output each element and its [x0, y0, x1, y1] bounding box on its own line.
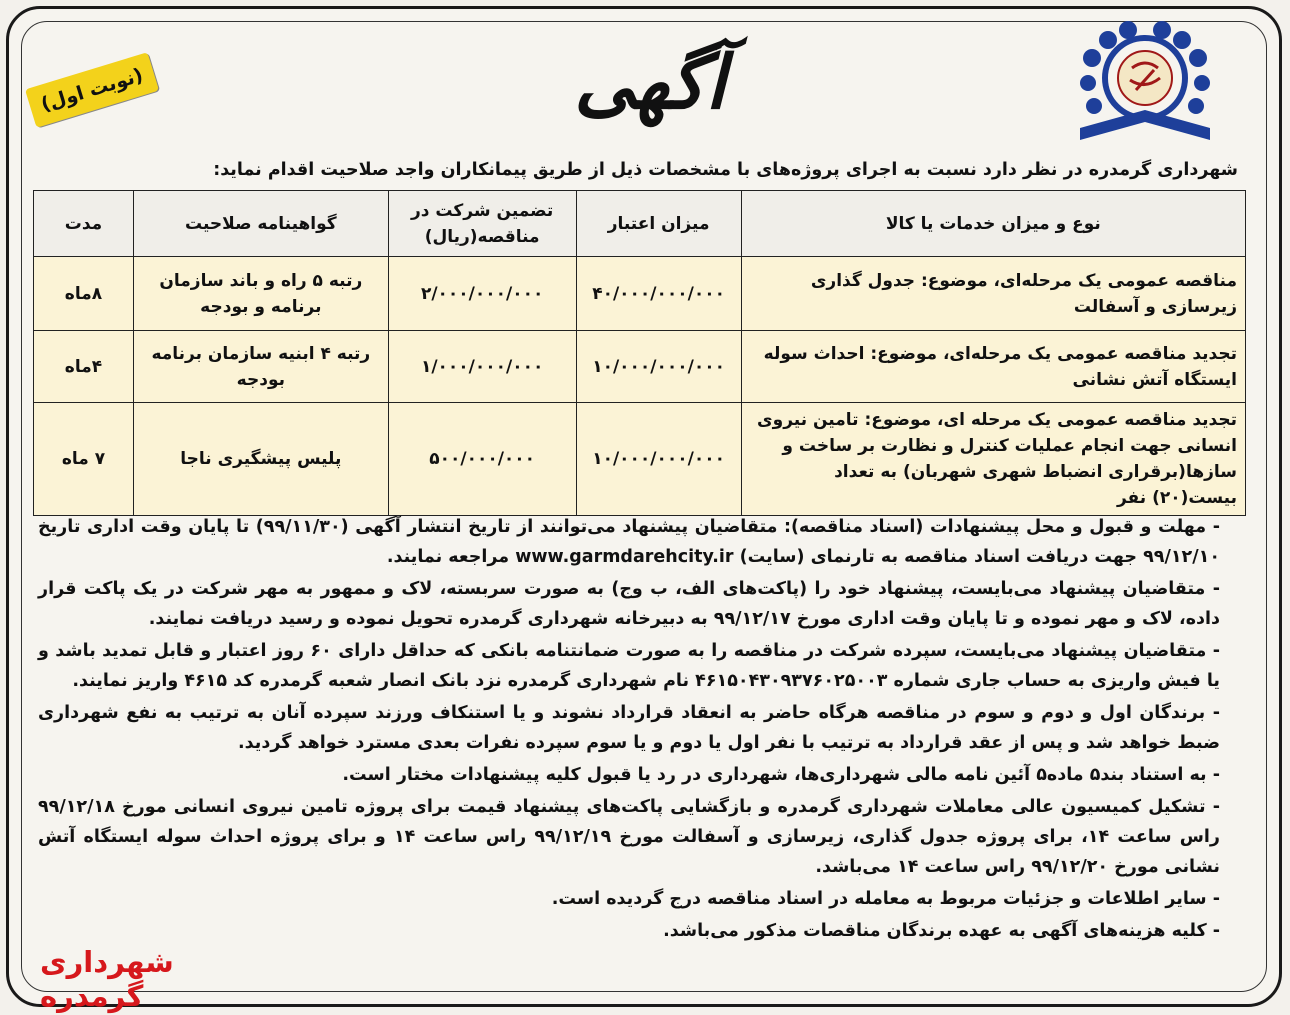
- header-certificate: گواهینامه صلاحیت: [133, 191, 388, 257]
- cell-duration: ۷ ماه: [34, 403, 134, 516]
- cell-type: مناقصه عمومی یک مرحله‌ای، موضوع: جدول گذاری زیرسازی و آسفالت: [741, 257, 1245, 331]
- signature: شهرداری گرمدره: [40, 945, 174, 1013]
- term-deposit: - متقاضیان پیشنهاد می‌بایست، سپرده شرکت در مناقصه را به صورت ضمانتنامه بانکی که حداقل دارای ۶۰ روز اعتبار و قابل تمدید باشد و یا فیش واریزی به حساب جاری شماره ۴۶۱۵۰۴۳۰۹۳۷۶۰۲۵۰۰۳ نام شهرداری گرمدره نزد بانک انصار شعبه گرمدره کد ۴۶۱۵ واریز نمایند.: [38, 641, 1220, 691]
- term-envelopes: - متقاضیان پیشنهاد می‌بایست، پیشنهاد خود را (پاکت‌های الف، ب وج) به صورت سربسته، لاک و ممهور به مهر شرکت در یک پاکت قرار داده، لاک و مهر نموده و تا پایان وقت اداری مورخ ۹۹/۱۲/۱۷ به دبیرخانه شهرداری گرمدره تحویل نموده و رسید دریافت نمایند.: [38, 579, 1220, 629]
- table-row: [34, 257, 1246, 331]
- cell-budget: ۱۰/۰۰۰/۰۰۰/۰۰۰: [576, 331, 741, 403]
- term-deadline: - مهلت و قبول و محل پیشنهادات (اسناد مناقصه): متقاضیان پیشنهاد می‌توانند از تاریخ انتشار آگهی (۹۹/۱۱/۳۰) تا پایان وقت اداری تاریخ ۹۹/۱۲/۱۰ جهت دریافت اسناد مناقصه به تارنمای (سایت) www.garmdarehcity.ir مراجعه نمایند.: [38, 517, 1220, 567]
- cell-guarantee: ۲/۰۰۰/۰۰۰/۰۰۰: [388, 257, 576, 331]
- cell-certificate: رتبه ۴ ابنیه سازمان برنامه بودجه: [133, 331, 388, 403]
- ad-title: آگهی: [574, 40, 726, 126]
- header-guarantee: تضمین شرکت در مناقصه(ریال): [388, 191, 576, 257]
- table-row: [34, 331, 1246, 403]
- round-badge: (نوبت اول): [25, 52, 159, 128]
- term-other-info: - سایر اطلاعات و جزئیات مربوط به معامله در اسناد مناقصه درج گردیده است.: [551, 889, 1220, 909]
- cell-guarantee: ۵۰۰/۰۰۰/۰۰۰: [388, 403, 576, 516]
- table-header-row: [34, 191, 1246, 257]
- term-commission: - تشکیل کمیسیون عالی معاملات شهرداری گرمدره و بازگشایی پاکت‌های پیشنهاد قیمت برای پروژه تامین نیروی انسانی مورخ ۹۹/۱۲/۱۸ راس ساعت ۱۴، برای پروژه جدول گذاری، زیرسازی و آسفالت مورخ ۹۹/۱۲/۱۹ راس ساعت ۱۴ و برای پروژه احداث سوله ایستگاه آتش نشانی مورخ ۹۹/۱۲/۲۰ راس ساعت ۱۴ می‌باشد.: [38, 797, 1220, 877]
- table-row: [34, 403, 1246, 516]
- header-duration: مدت: [34, 191, 134, 257]
- header-budget: میزان اعتبار: [576, 191, 741, 257]
- term-rejection: - به استناد بند۵ ماده۵ آئین نامه مالی شهرداری‌ها، شهرداری در رد یا قبول کلیه پیشنهادات مختار است.: [342, 765, 1220, 785]
- tender-table: [33, 190, 1246, 516]
- cell-duration: ۸ماه: [34, 257, 134, 331]
- cell-guarantee: ۱/۰۰۰/۰۰۰/۰۰۰: [388, 331, 576, 403]
- term-winners: - برندگان اول و دوم و سوم در مناقصه هرگاه حاضر به انعقاد قرارداد نشوند و یا استنکاف ورزند سپرده آنان به ترتیب به نفع شهرداری ضبط خواهد شد و پس از عقد قرارداد به ترتیب با نفر اول یا دوم و یا سوم سپرده نفرات بعدی مسترد خواهد گردید.: [38, 703, 1220, 753]
- cell-budget: ۱۰/۰۰۰/۰۰۰/۰۰۰: [576, 403, 741, 516]
- cell-type: تجدید مناقصه عمومی یک مرحله ای، موضوع: تامین نیروی انسانی جهت انجام عملیات کنترل و نظارت بر ساخت و سازها(برقراری انضباط شهری شهربان) به تعداد بیست(۲۰) نفر: [741, 403, 1245, 516]
- intro-text: شهرداری گرمدره در نظر دارد نسبت به اجرای پروژه‌های با مشخصات ذیل از طریق پیمانکاران واجد صلاحیت اقدام نماید:: [213, 160, 1238, 180]
- cell-type: تجدید مناقصه عمومی یک مرحله‌ای، موضوع: احداث سوله ایستگاه آتش نشانی: [741, 331, 1245, 403]
- cell-budget: ۴۰/۰۰۰/۰۰۰/۰۰۰: [576, 257, 741, 331]
- cell-duration: ۴ماه: [34, 331, 134, 403]
- cell-certificate: پلیس پیشگیری ناجا: [133, 403, 388, 516]
- cell-certificate: رتبه ۵ راه و باند سازمان برنامه و بودجه: [133, 257, 388, 331]
- term-ad-costs: - کلیه هزینه‌های آگهی به عهده برندگان مناقصات مذکور می‌باشد.: [663, 921, 1220, 941]
- header-type: نوع و میزان خدمات یا کالا: [741, 191, 1245, 257]
- terms-list: [38, 512, 1220, 948]
- municipality-logo: [1070, 18, 1220, 158]
